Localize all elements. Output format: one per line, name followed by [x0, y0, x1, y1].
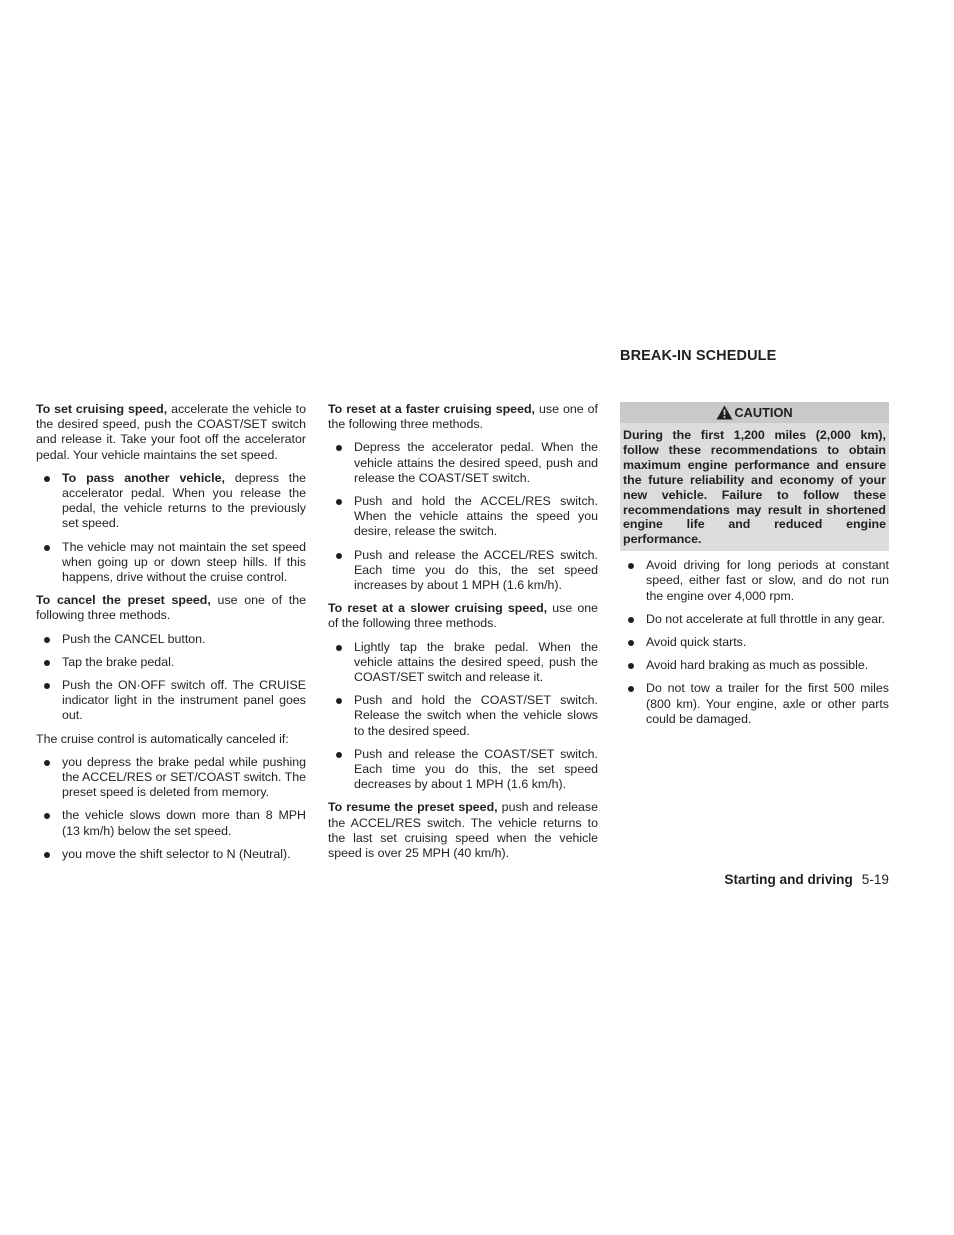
slower-list [328, 640, 598, 793]
cancel-lead: To cancel the preset speed, [36, 593, 211, 608]
list-item [36, 471, 306, 532]
caution-text: During the first 1,200 miles (2,000 km), follow these recommendations to obtain maximum engine performance and ensure the future reliability and economy of your new vehicle. Failure to follow these recommendations may result in shortened engine life and reduced engine performance. [620, 423, 889, 551]
section-heading: BREAK-IN SCHEDULE [620, 348, 777, 364]
set-speed-list [36, 471, 306, 585]
faster-text: use one of the following three methods. [328, 402, 598, 432]
cancel-text: use one of the following three methods. [36, 593, 306, 623]
auto-cancel-paragraph: The cruise control is automatically canceled if: [36, 731, 289, 746]
list-item: Do not accelerate at full throttle in any gear. [620, 612, 889, 627]
faster-lead: To reset at a faster cruising speed, [328, 402, 535, 416]
list-item-text: depress the accelerator pedal. When you release the pedal, the vehicle returns to the previously set speed. [62, 470, 306, 531]
list-item: Lightly tap the brake pedal. When the vehicle attains the desired speed, push the COAST/SET switch and release it. [328, 640, 598, 686]
set-speed-lead: To set cruising speed, [36, 402, 168, 416]
warning-triangle-icon [716, 405, 733, 420]
resume-text: push and release the ACCEL/RES switch. The vehicle returns to the last set cruising speed when the vehicle speed is over 25 MPH (40 km/h). [328, 800, 598, 861]
chapter-title: Starting and driving [724, 872, 853, 887]
page-footer [724, 872, 889, 887]
caution-title-bar [620, 402, 889, 423]
page-number: 5-19 [861, 872, 889, 887]
resume-lead: To resume the preset speed, [328, 800, 498, 815]
list-item: Depress the accelerator pedal. When the vehicle attains the desired speed, push and release the COAST/SET switch. [328, 440, 598, 486]
list-item: Push and release the ACCEL/RES switch. Each time you do this, the set speed increases by about 1 MPH (1.6 km/h). [328, 548, 598, 594]
caution-box [620, 402, 889, 551]
list-item: Push the CANCEL button. [36, 632, 306, 647]
list-item: Avoid driving for long periods at constant speed, either fast or slow, and do not run the engine over 4,000 rpm. [620, 558, 889, 604]
column-break-in [620, 402, 889, 735]
list-item: Do not tow a trailer for the first 500 miles (800 km). Your engine, axle or other parts could be damaged. [620, 681, 889, 727]
list-item: Avoid quick starts. [620, 635, 889, 650]
list-item: Avoid hard braking as much as possible. [620, 658, 889, 673]
list-item: The vehicle may not maintain the set speed when going up or down steep hills. If this happens, drive without the cruise control. [36, 540, 306, 586]
list-item: the vehicle slows down more than 8 MPH (13 km/h) below the set speed. [36, 808, 306, 838]
list-item: you move the shift selector to N (Neutral). [36, 847, 306, 862]
list-item: Push and release the COAST/SET switch. Each time you do this, the set speed decreases by about 1 MPH (1.6 km/h). [328, 747, 598, 793]
auto-cancel-list [36, 755, 306, 862]
list-item: Tap the brake pedal. [36, 655, 306, 670]
list-item: you depress the brake pedal while pushing the ACCEL/RES or SET/COAST switch. The preset speed is deleted from memory. [36, 755, 306, 801]
slower-lead: To reset at a slower cruising speed, [328, 601, 548, 616]
slower-paragraph [328, 601, 598, 631]
faster-paragraph [328, 402, 598, 432]
caution-title: CAUTION [734, 405, 793, 420]
resume-paragraph [328, 800, 598, 861]
slower-text: use one of the following three methods. [328, 601, 599, 631]
column-cruise-reset [328, 402, 598, 869]
list-item: Push the ON·OFF switch off. The CRUISE indicator light in the instrument panel goes out. [36, 678, 306, 724]
break-in-list [620, 558, 889, 727]
list-item: Push and hold the ACCEL/RES switch. When the vehicle attains the speed you desire, release the switch. [328, 494, 598, 540]
cancel-paragraph [36, 593, 306, 623]
list-item: Push and hold the COAST/SET switch. Release the switch when the vehicle slows to the desired speed. [328, 693, 598, 739]
faster-list [328, 440, 598, 593]
set-speed-text: accelerate the vehicle to the desired speed, push the COAST/SET switch and release it. Take your foot off the accelerator pedal. Your vehicle maintains the set speed. [36, 402, 306, 462]
column-cruise-set [36, 402, 306, 870]
set-speed-paragraph [36, 402, 306, 463]
list-item-lead: To pass another vehicle, [62, 470, 225, 485]
cancel-list [36, 632, 306, 724]
